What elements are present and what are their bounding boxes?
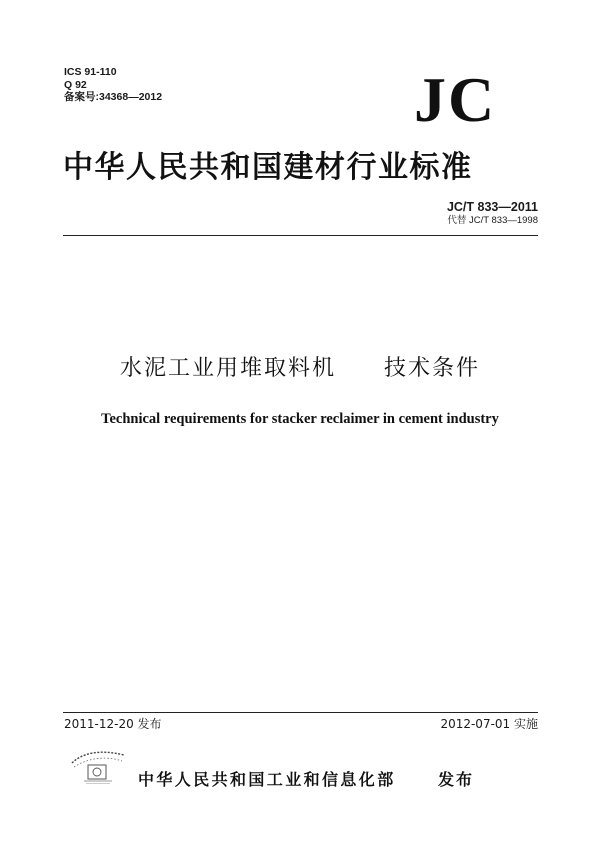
standard-category-title: 中华人民共和国建材行业标准 — [63, 150, 473, 185]
issuer-publish-label: 发布 — [438, 770, 475, 789]
standard-number: JC/T 833—2011 — [446, 200, 538, 214]
replaces-note: 代替 JC/T 833—1998 — [447, 215, 538, 226]
issuing-authority: 中华人民共和国工业和信息化部 — [138, 770, 396, 789]
filing-number: 备案号:34368—2012 — [64, 91, 163, 103]
header-divider — [63, 235, 538, 236]
issue-date: 2011-12-20 发布 — [64, 717, 162, 731]
footer-divider — [63, 712, 538, 713]
document-english-title: Technical requirements for stacker reclaimer in cement industry — [101, 411, 499, 427]
document-title: 水泥工业用堆取料机 技术条件 — [119, 356, 480, 381]
effective-date: 2012-07-01 实施 — [440, 717, 538, 731]
ccs-code: Q 92 — [64, 78, 87, 91]
classification-block — [64, 66, 162, 104]
jc-logo: JC — [414, 64, 497, 135]
standard-number-block — [447, 200, 538, 226]
ics-code: ICS 91-110 — [64, 66, 117, 78]
issuer-seal-icon — [70, 745, 126, 785]
